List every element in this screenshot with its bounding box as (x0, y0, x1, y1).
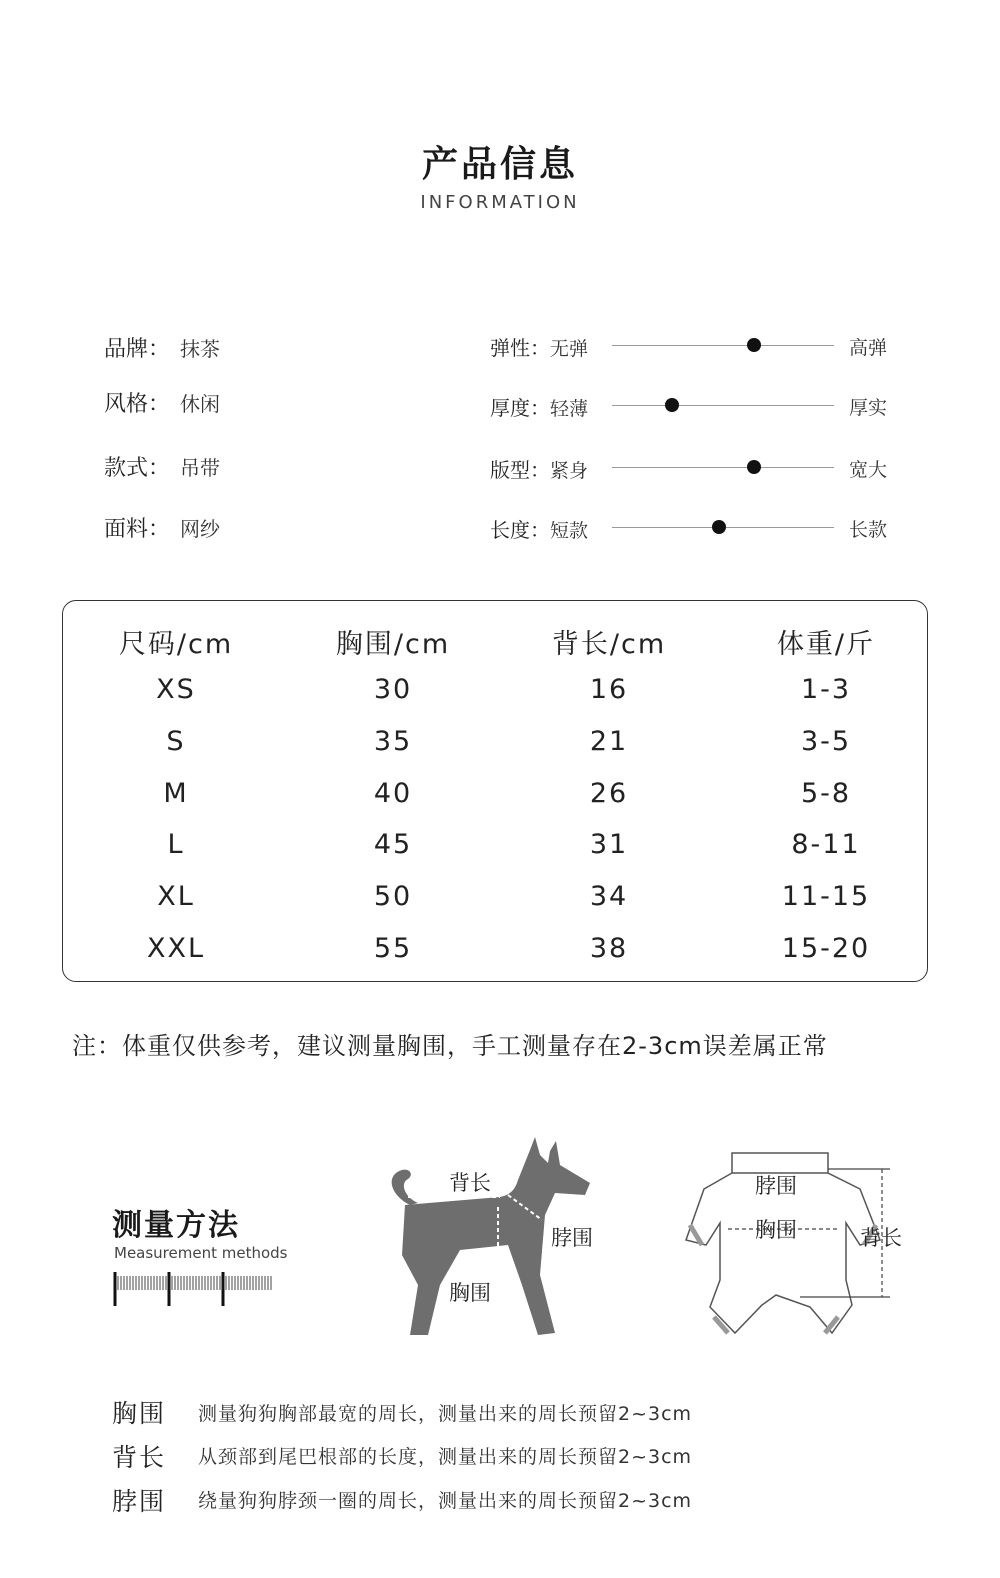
page-title: 产品信息 (421, 144, 578, 185)
slider-knob (665, 398, 679, 412)
table-cell: 5-8 (800, 778, 852, 809)
table-header-cell: 胸围/cm (335, 629, 451, 660)
definition-term: 背长 (112, 1443, 167, 1472)
attribute-cut (104, 451, 220, 482)
table-cell: 15-20 (781, 933, 871, 964)
table-header-cell: 背长/cm (551, 629, 667, 660)
attribute-key: 面料： (104, 517, 171, 542)
table-cell: XS (156, 674, 196, 705)
attribute-value: 抹茶 (180, 337, 221, 361)
table-cell: M (163, 778, 189, 809)
measurement-subtitle: Measurement methods (114, 1244, 288, 1262)
attribute-style (104, 387, 220, 418)
dog-chest-label: 胸围 (449, 1281, 491, 1305)
attribute-value: 网纱 (180, 517, 221, 541)
slider-thickness-label: 厚度：轻薄 (490, 396, 589, 420)
page-subtitle: INFORMATION (420, 192, 580, 213)
garment-chest-label: 胸围 (755, 1218, 797, 1242)
measurement-title: 测量方法 (112, 1208, 240, 1243)
slider-knob (747, 460, 761, 474)
slider-track (612, 345, 834, 346)
slider-fit-label: 版型：紧身 (490, 458, 589, 482)
ruler-icon (112, 1272, 277, 1308)
attribute-brand (104, 332, 220, 363)
slider-left-label: 紧身 (550, 460, 589, 482)
garment-back-label: 背长 (860, 1226, 902, 1250)
table-cell: 50 (373, 881, 413, 912)
definition-term: 脖围 (112, 1487, 167, 1516)
attribute-value: 吊带 (180, 456, 221, 480)
table-cell: 8-11 (791, 829, 861, 860)
table-cell: 31 (589, 829, 629, 860)
table-cell: 38 (589, 933, 629, 964)
table-cell: S (166, 726, 186, 757)
table-cell: XL (157, 881, 195, 912)
attribute-value: 休闲 (180, 392, 221, 416)
definition-desc: 绕量狗狗脖颈一圈的周长，测量出来的周长预留2~3cm (198, 1490, 693, 1512)
table-cell: 40 (373, 778, 413, 809)
table-cell: 16 (589, 674, 629, 705)
definition-desc: 测量狗狗胸部最宽的周长，测量出来的周长预留2~3cm (198, 1403, 693, 1425)
slider-left-label: 无弹 (550, 338, 589, 360)
slider-right-label: 高弹 (849, 337, 888, 359)
table-cell: 34 (589, 881, 629, 912)
slider-knob (712, 520, 726, 534)
attribute-fabric (104, 512, 220, 543)
table-cell: XXL (146, 933, 206, 964)
slider-knob (747, 338, 761, 352)
table-header-cell: 体重/斤 (776, 629, 876, 660)
attribute-key: 风格： (104, 392, 171, 417)
slider-track (612, 405, 834, 406)
garment-neck-label: 脖围 (755, 1174, 797, 1198)
table-cell: 30 (373, 674, 413, 705)
slider-right-label: 长款 (849, 519, 888, 541)
table-cell: 11-15 (781, 881, 871, 912)
table-cell: 3-5 (800, 726, 852, 757)
table-cell: 35 (373, 726, 413, 757)
slider-track (612, 467, 834, 468)
dog-back-label: 背长 (449, 1171, 491, 1195)
table-cell: 21 (589, 726, 629, 757)
dog-neck-label: 脖围 (551, 1226, 593, 1250)
slider-right-label: 宽大 (849, 459, 888, 481)
table-header-cell: 尺码/cm (118, 629, 234, 660)
table-cell: 45 (373, 829, 413, 860)
table-cell: 1-3 (800, 674, 852, 705)
attribute-key: 款式： (104, 456, 171, 481)
attribute-key: 品牌： (104, 337, 171, 362)
size-note: 注：体重仅供参考，建议测量胸围，手工测量存在2-3cm误差属正常 (72, 1032, 828, 1060)
table-cell: 26 (589, 778, 629, 809)
slider-length-label: 长度：短款 (490, 518, 589, 542)
slider-left-label: 短款 (550, 520, 589, 542)
slider-right-label: 厚实 (849, 397, 888, 419)
slider-left-label: 轻薄 (550, 398, 589, 420)
slider-elasticity-label: 弹性：无弹 (490, 336, 589, 360)
definition-desc: 从颈部到尾巴根部的长度，测量出来的周长预留2~3cm (198, 1446, 693, 1468)
table-cell: 55 (373, 933, 413, 964)
table-cell: L (167, 829, 185, 860)
definition-term: 胸围 (112, 1399, 167, 1428)
